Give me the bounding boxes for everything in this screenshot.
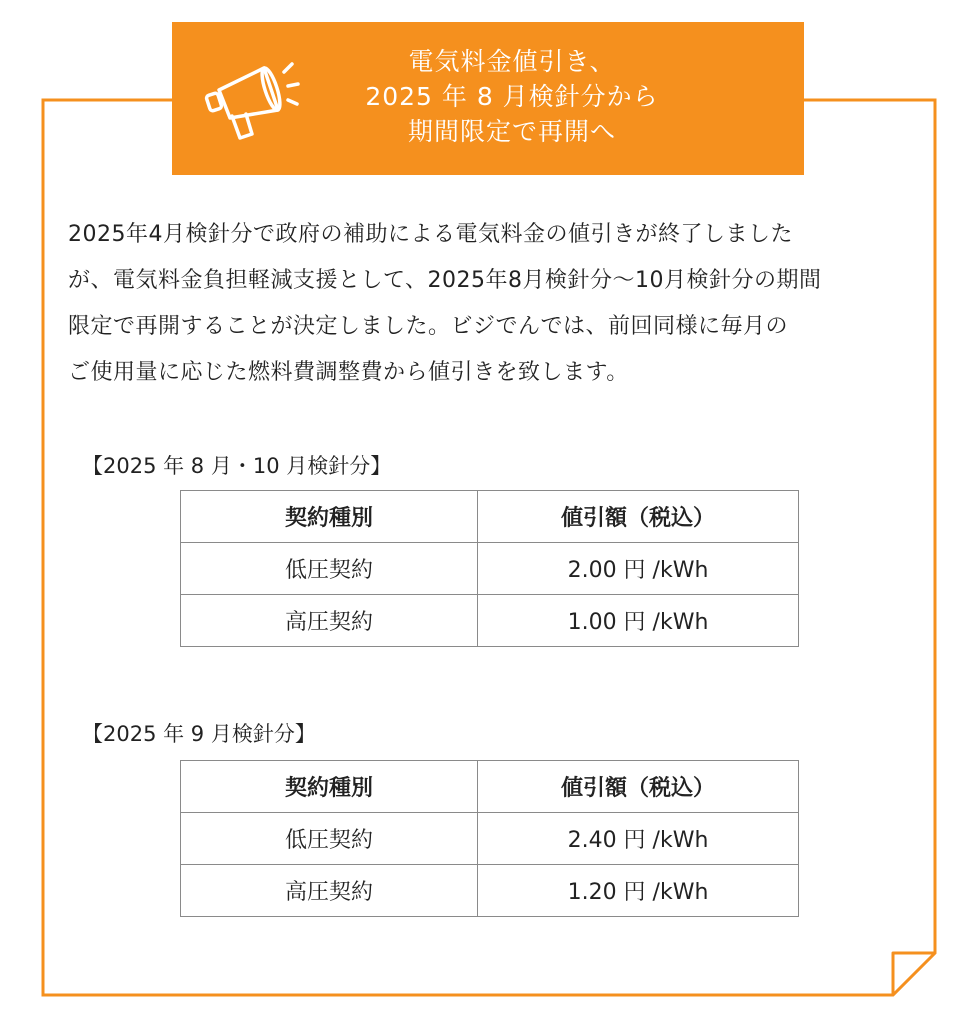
discount-amount-cell: 1.00 円 /kWh: [478, 595, 799, 647]
headline-line-2: 2025 年 8 月検針分から: [365, 82, 659, 111]
discount-amount-cell: 2.40 円 /kWh: [478, 813, 799, 865]
intro-line-3: 限定で再開することが決定しました。ビジでんでは、前回同様に毎月の: [68, 314, 789, 339]
contract-type-cell: 低圧契約: [181, 543, 478, 595]
table-header-row: [181, 761, 799, 813]
intro-line-4: ご使用量に応じた燃料費調整費から値引きを致します。: [68, 360, 629, 385]
discount-amount-cell: 2.00 円 /kWh: [478, 543, 799, 595]
discount-table-sep: [180, 760, 799, 917]
intro-paragraph: [68, 212, 908, 396]
header-contract-type: 契約種別: [181, 761, 478, 813]
table-row: [181, 543, 799, 595]
headline-line-1: 電気料金値引き、: [408, 47, 616, 76]
intro-line-2: が、電気料金負担軽減支援として、2025年8月検針分〜10月検針分の期間: [68, 268, 822, 293]
table-header-row: [181, 491, 799, 543]
section-title-aug-oct: 【2025 年 8 月・10 月検針分】: [82, 454, 392, 478]
headline-banner: [172, 22, 804, 175]
headline: [312, 44, 712, 149]
header-discount-amount: 値引額（税込）: [478, 491, 799, 543]
discount-table-aug-oct: [180, 490, 799, 647]
contract-type-cell: 高圧契約: [181, 595, 478, 647]
table-row: [181, 595, 799, 647]
intro-line-1: 2025年4月検針分で政府の補助による電気料金の値引きが終了しました: [68, 222, 793, 247]
table-row: [181, 813, 799, 865]
discount-amount-cell: 1.20 円 /kWh: [478, 865, 799, 917]
header-discount-amount: 値引額（税込）: [478, 761, 799, 813]
contract-type-cell: 高圧契約: [181, 865, 478, 917]
section-title-sep: 【2025 年 9 月検針分】: [82, 722, 316, 746]
headline-line-3: 期間限定で再開へ: [407, 117, 616, 146]
table-row: [181, 865, 799, 917]
header-contract-type: 契約種別: [181, 491, 478, 543]
megaphone-icon: [200, 60, 300, 140]
contract-type-cell: 低圧契約: [181, 813, 478, 865]
